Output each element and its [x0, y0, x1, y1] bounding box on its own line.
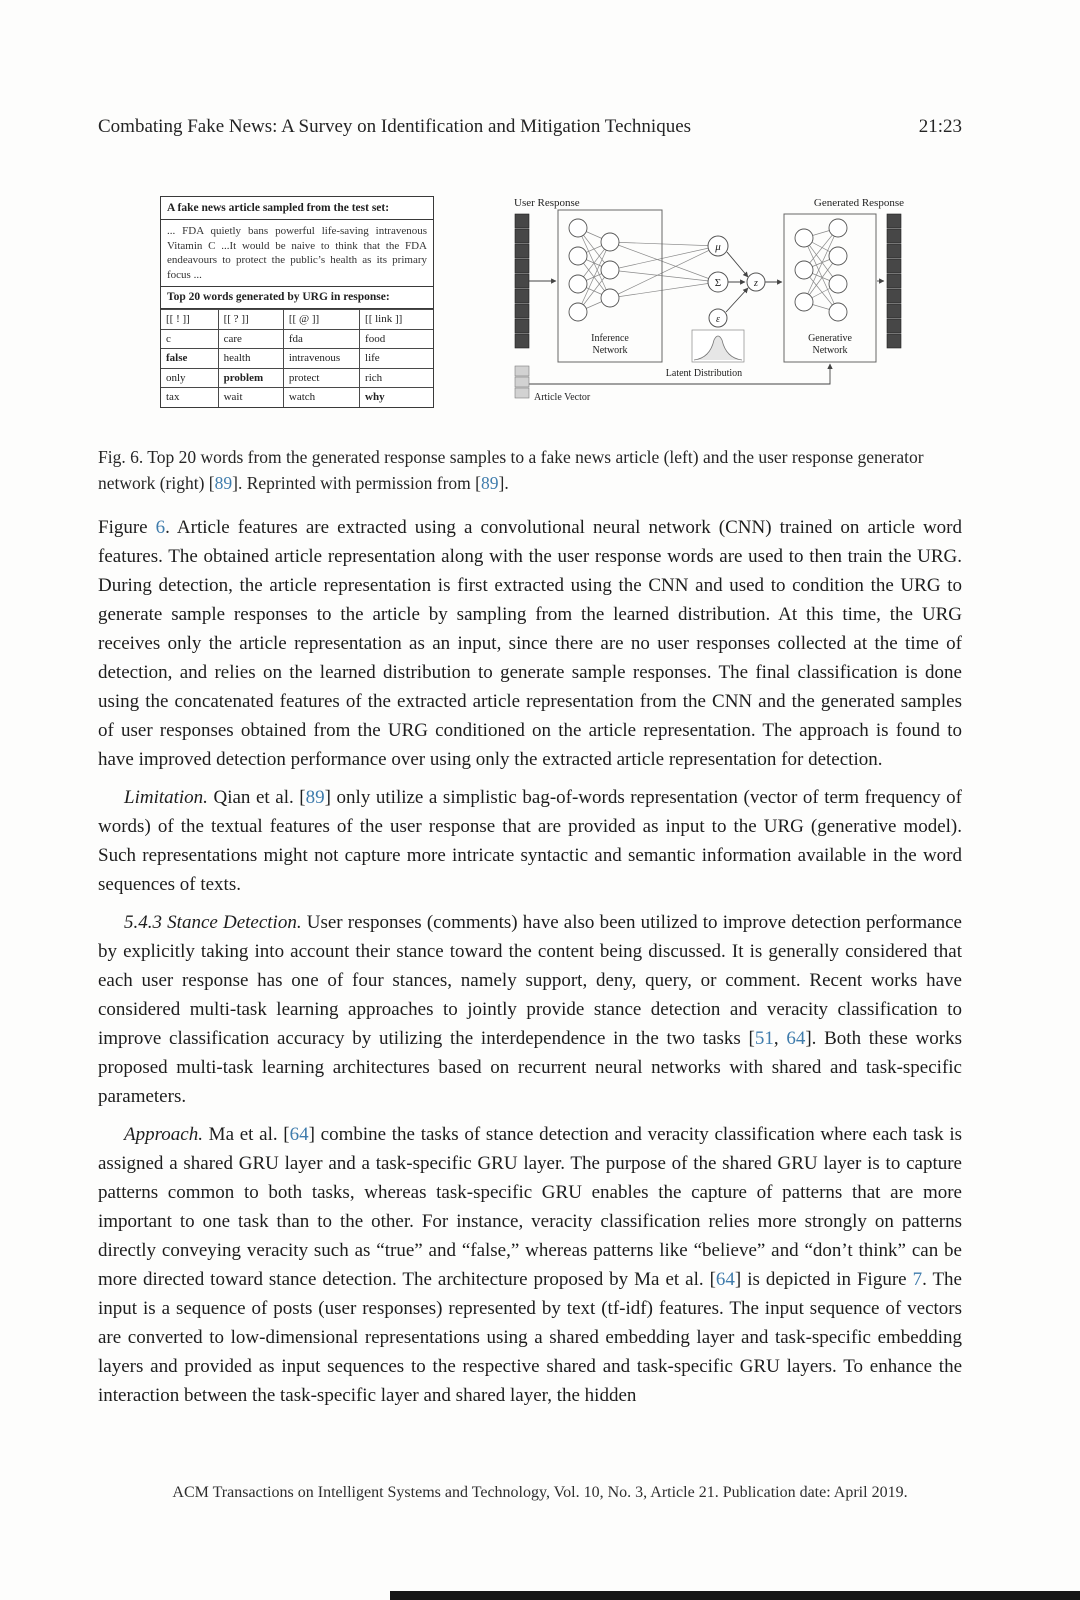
word-cell: care: [218, 329, 283, 349]
citation-link[interactable]: 7: [912, 1269, 923, 1290]
urg-network-diagram: [506, 194, 914, 426]
sigma-symbol: Σ: [714, 277, 722, 289]
running-head: [98, 116, 962, 138]
footer-citation: ACM Transactions on Intelligent Systems and Technology, Vol. 10, No. 3, Article 21. Publication date: April 2019.: [172, 1484, 908, 1501]
paragraph-stance-detection: [98, 908, 962, 1111]
text-segment: . The input is a sequence of posts (user responses) represented by text (tf-idf) features. The input sequence of vectors are converted to low-dimensional representations using a shared embedding layer and task-specific embedding layers and provided as input sequences to the respective shared and task-specific GRU layers. To enhance the interaction between the task-specific layer and shared layer, the hidden: [98, 1269, 962, 1406]
text-segment: Approach.: [124, 1124, 203, 1145]
user-response-vector: [515, 214, 529, 348]
urg-network-svg: [506, 194, 911, 422]
text-segment: Qian et al. [: [207, 787, 306, 808]
citation-link[interactable]: 64: [289, 1124, 309, 1145]
word-column-header: [[ @ ]]: [283, 310, 359, 330]
top-words-table: [161, 309, 433, 407]
text-segment: User responses (comments) have also been utilized to improve detection performance by explicitly taking into account their stance toward the content being discussed. It is generally considered that each user response has one of four stances, namely support, deny, query, or comment. Recent works have considered multi-task learning approaches to jointly provide stance detection and veracity classification to improve classification accuracy by utilizing the interdependence in the two tasks [: [98, 912, 962, 1049]
generative-network-label: Generative: [808, 333, 852, 344]
word-cell: wait: [218, 388, 283, 407]
text-segment: ] combine the tasks of stance detection and veracity classification where each task is assigned a shared GRU layer and a task-specific GRU layer. The purpose of the shared GRU layer is to capture patterns common to both tasks, whereas task-specific GRU enables the capture of patterns that are more important to one task than to the other. For instance, veracity classification relies more strongly on patterns directly conveying veracity such as “true” and “false,” whereas patterns like “believe” and “don’t think” can be more directed toward stance detection. The architecture proposed by Ma et al. [: [98, 1124, 963, 1290]
paragraph-limitation: [98, 783, 962, 899]
bottom-screen-edge: [390, 1591, 1080, 1600]
table-row: [161, 368, 433, 388]
latent-distribution-plot: [692, 330, 744, 362]
z-symbol: z: [754, 278, 758, 289]
table-header-row: [161, 310, 433, 330]
citation-link[interactable]: 64: [715, 1269, 735, 1290]
article-vector-label: Article Vector: [534, 392, 591, 403]
mu-symbol: μ: [715, 241, 721, 253]
table-row: [161, 349, 433, 369]
word-column-header: [[ ! ]]: [161, 310, 218, 330]
table-title: A fake news article sampled from the test set:: [161, 197, 433, 220]
latent-distribution-label: Latent Distribution: [665, 368, 743, 379]
word-cell: protect: [283, 368, 359, 388]
inference-network-neurons: [569, 219, 619, 321]
text-segment: ] only utilize a simplistic bag-of-words representation (vector of term frequency of words) of the textual features of the user response that are provided as input to the URG (generative model). Such representations might not capture more intricate syntactic and semantic information available in the word sequences of texts.: [98, 787, 962, 895]
article-vector-cells: [515, 366, 529, 398]
table-row: [161, 329, 433, 349]
text-segment: ].: [498, 473, 509, 493]
text-segment: ]. Reprinted with permission from [: [232, 473, 481, 493]
paragraph-approach: [98, 1120, 962, 1410]
word-column-header: [[ link ]]: [360, 310, 433, 330]
running-head-page-number: 21:23: [918, 116, 962, 137]
word-cell: only: [161, 368, 218, 388]
word-column-header: [[ ? ]]: [218, 310, 283, 330]
word-cell: watch: [283, 388, 359, 407]
citation-link[interactable]: 64: [786, 1028, 806, 1049]
paragraph-figure-description: [98, 513, 962, 774]
word-cell: tax: [161, 388, 218, 407]
word-cell: health: [218, 349, 283, 369]
word-cell: rich: [360, 368, 433, 388]
text-segment: ,: [773, 1028, 787, 1049]
word-cell: food: [360, 329, 433, 349]
text-segment: 5.4.3 Stance Detection.: [124, 912, 302, 933]
generative-network-neurons: [795, 219, 847, 321]
text-segment: Fig. 6. Top 20 words from the generated response samples to a fake news article (left) and the user response generator network (right) [: [98, 447, 924, 493]
text-segment: . Article features are extracted using a convolutional neural network (CNN) trained on article word features. The obtained article representation along with the user response words are used to then train the URG. During detection, the article representation is first extracted using the CNN and used to condition the URG to generate sample responses to the article by sampling from the learned distribution. At this time, the URG receives only the article representation as an input, since there are no user responses collected at the time of detection, and relies on the learned distribution to generate sample responses. The final classification is done using the concatenated features of the extracted article representation from the CNN and the generated samples of user responses obtained from the URG conditioned on the article representation. The approach is found to have improved detection performance over using only the extracted article representation for detection.: [98, 517, 962, 770]
inference-network-connections: [578, 228, 718, 312]
user-response-label: User Response: [514, 197, 580, 209]
citation-link[interactable]: 89: [214, 473, 233, 493]
generated-response-vector: [887, 214, 901, 348]
word-cell: c: [161, 329, 218, 349]
citation-link[interactable]: 89: [305, 787, 325, 808]
table-row: [161, 388, 433, 407]
citation-link[interactable]: 89: [481, 473, 499, 493]
fake-news-word-table: [160, 196, 434, 408]
inference-network-label-2: Network: [592, 345, 628, 356]
text-segment: Ma et al. [: [202, 1124, 290, 1145]
word-cell: problem: [218, 368, 283, 388]
running-head-title: Combating Fake News: A Survey on Identification and Mitigation Techniques: [98, 116, 692, 137]
word-cell: why: [360, 388, 433, 407]
inference-network-label: Inference: [591, 333, 629, 344]
article-excerpt: ... FDA quietly bans powerful life-saving intravenous Vitamin C ...It would be naive to think that the FDA endeavours to protect the public’s health as its primary focus ...: [161, 220, 433, 287]
text-segment: ] is depicted in Figure: [734, 1269, 913, 1290]
text-segment: Limitation.: [124, 787, 208, 808]
text-segment: Figure: [98, 517, 156, 538]
word-cell: intravenous: [283, 349, 359, 369]
figure-caption: [98, 444, 962, 496]
text-segment: ]. Both these works proposed multi-task learning architectures based on recurrent neural networks with shared and task-specific parameters.: [98, 1028, 963, 1107]
table-subtitle: Top 20 words generated by URG in response:: [161, 287, 433, 309]
word-cell: false: [161, 349, 218, 369]
generated-response-label: Generated Response: [813, 197, 904, 209]
body-text: [98, 513, 962, 1419]
word-cell: life: [360, 349, 433, 369]
epsilon-symbol: ε: [716, 314, 720, 325]
citation-link[interactable]: 6: [155, 517, 166, 538]
word-cell: fda: [283, 329, 359, 349]
generative-network-label-2: Network: [812, 345, 848, 356]
citation-link[interactable]: 51: [754, 1028, 774, 1049]
figure-6: [98, 192, 962, 440]
